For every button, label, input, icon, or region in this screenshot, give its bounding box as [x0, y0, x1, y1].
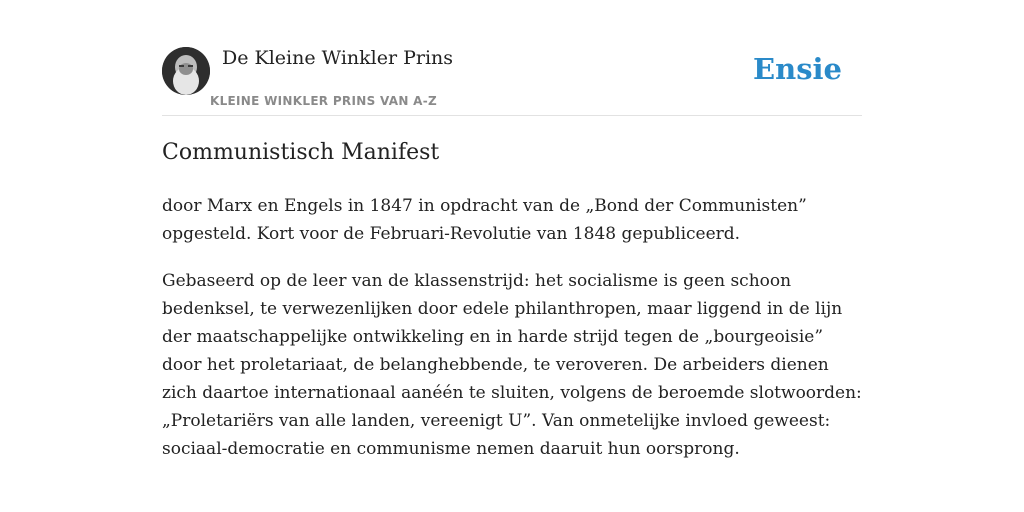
- ensie-logo[interactable]: Ensie: [753, 52, 842, 86]
- article-body: [162, 192, 866, 482]
- author-avatar-icon[interactable]: [162, 47, 210, 95]
- author-name[interactable]: De Kleine Winkler Prins: [222, 47, 454, 69]
- article-title: Communistisch Manifest: [162, 140, 440, 165]
- article-paragraph: Gebaseerd op de leer van de klassenstrijd: het socialisme is geen schoon bedenksel, te verwezenlijken door edele philanthropen, maar liggend in de lijn der maatschappelijke ontwikkeling en in harde strijd tegen de „bourgeoisie” door het proletariaat, de belanghebbende, te veroveren. De arbeiders dienen zich daartoe internationaal aanéén te sluiten, volgens de beroemde slotwoorden: „Proletariërs van alle landen, vereenigt U”. Van onmetelijke invloed geweest: sociaal-democratie en communisme nemen daaruit hun oorsprong.: [162, 271, 862, 459]
- page-header: [162, 44, 862, 116]
- collection-label[interactable]: KLEINE WINKLER PRINS VAN A-Z: [210, 94, 438, 108]
- article-paragraph: door Marx en Engels in 1847 in opdracht van de „Bond der Communisten” opgesteld. Kort voor de Februari-Revolutie van 1848 gepubliceerd.: [162, 196, 807, 244]
- portrait-avatar-icon: [162, 47, 210, 95]
